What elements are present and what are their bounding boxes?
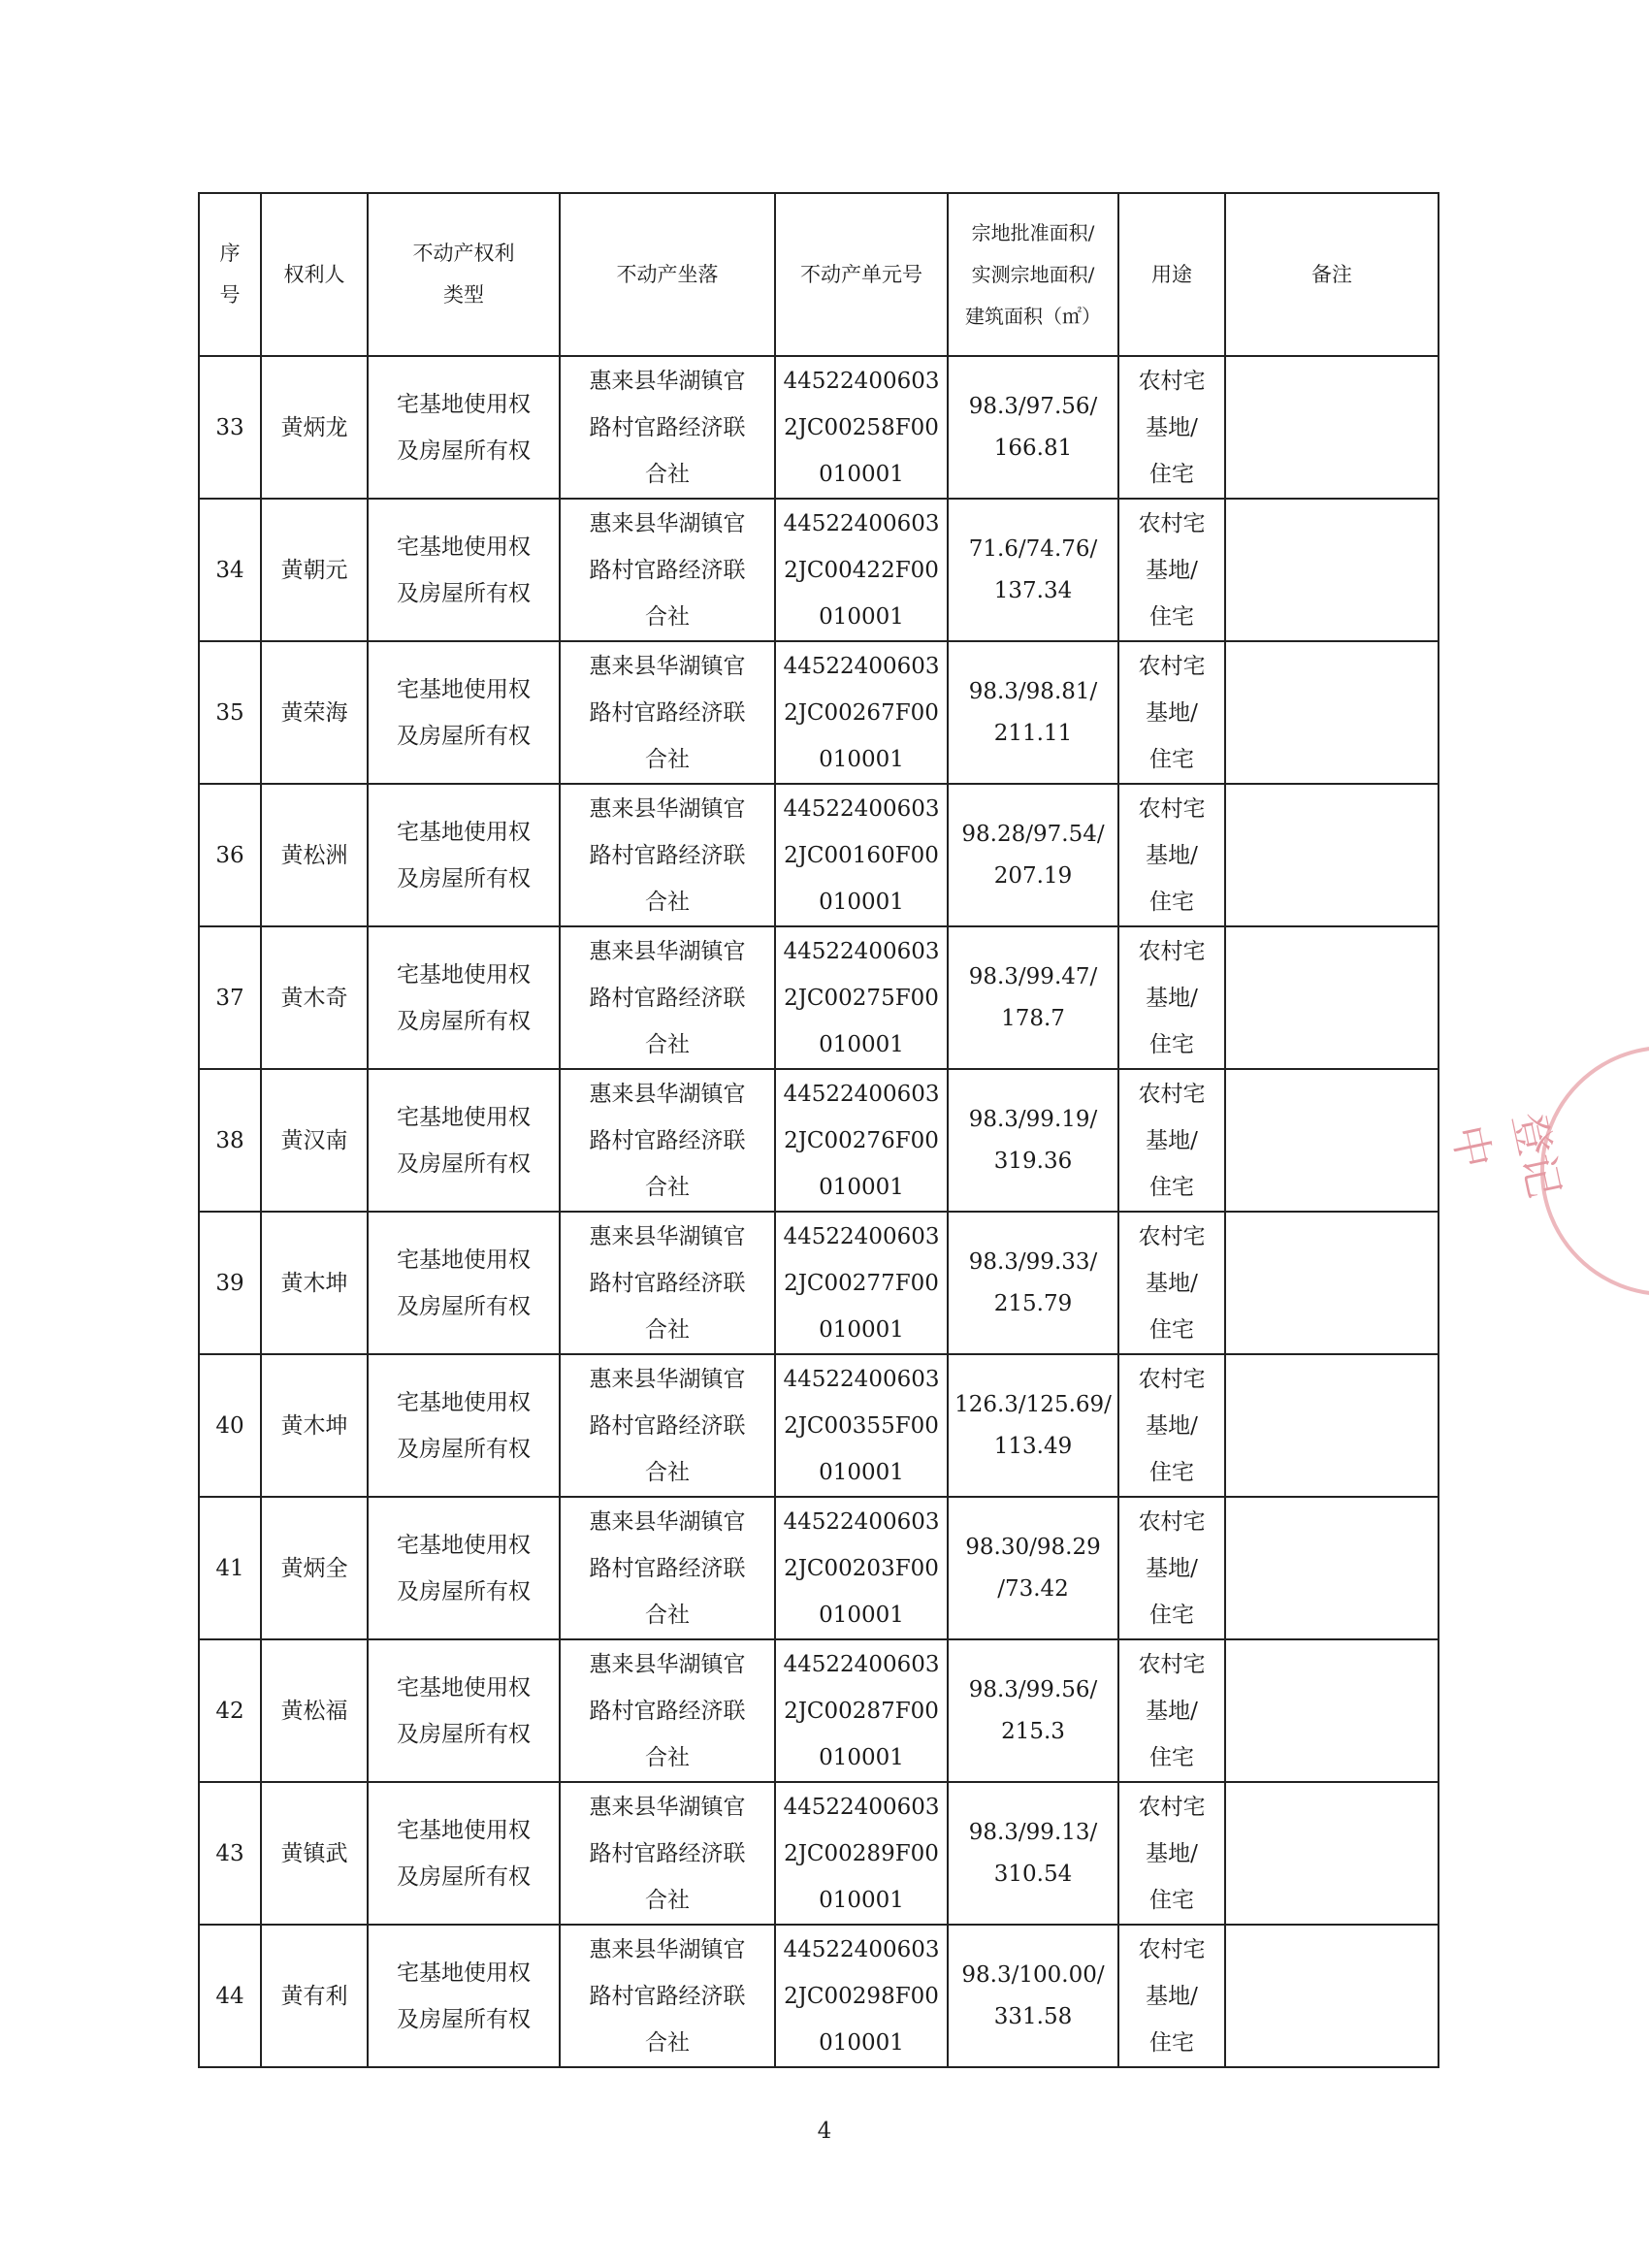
cell-location-line: 惠来县华湖镇官 <box>589 1794 746 1820</box>
cell-usage-line: 农村宅 <box>1138 1223 1206 1249</box>
cell-usage-line: 住宅 <box>1149 603 1194 630</box>
cell-remark <box>1225 499 1439 641</box>
cell-unit-no <box>775 1069 948 1212</box>
table-body <box>199 356 1439 2067</box>
cell-area-line: 126.3/125.69/ <box>954 1391 1112 1417</box>
cell-seq: 42 <box>199 1639 261 1782</box>
cell-remark <box>1225 1212 1439 1354</box>
cell-area-line: 215.79 <box>993 1290 1073 1316</box>
header-location: 不动产坐落 <box>560 193 775 356</box>
cell-unit-no-line: 44522400603 <box>783 938 940 964</box>
cell-location-line: 合社 <box>645 1602 690 1628</box>
cell-usage-line: 农村宅 <box>1138 1651 1206 1677</box>
cell-location-line: 惠来县华湖镇官 <box>589 1651 746 1677</box>
cell-right-type <box>368 1497 560 1639</box>
cell-area-line: 310.54 <box>993 1861 1073 1887</box>
cell-location-line: 合社 <box>645 461 690 487</box>
cell-usage-line: 住宅 <box>1149 461 1194 487</box>
cell-right-type-line: 及房屋所有权 <box>397 580 531 606</box>
cell-usage <box>1118 641 1225 784</box>
cell-location-line: 路村官路经济联 <box>589 1840 746 1866</box>
header-seq-line: 序 <box>219 242 241 265</box>
cell-location <box>560 499 775 641</box>
cell-holder: 黄荣海 <box>261 641 368 784</box>
cell-right-type-line: 及房屋所有权 <box>397 2006 531 2032</box>
cell-unit-no <box>775 356 948 499</box>
cell-unit-no-line: 2JC00277F00 <box>784 1270 939 1296</box>
cell-right-type-line: 宅基地使用权 <box>397 1389 531 1415</box>
cell-area-line: 207.19 <box>993 862 1073 889</box>
cell-right-type-line: 及房屋所有权 <box>397 1150 531 1177</box>
cell-unit-no <box>775 641 948 784</box>
cell-unit-no <box>775 1497 948 1639</box>
cell-unit-no-line: 010001 <box>819 1887 904 1913</box>
cell-seq: 35 <box>199 641 261 784</box>
page-number: 4 <box>817 2119 832 2144</box>
cell-right-type <box>368 784 560 926</box>
cell-location-line: 合社 <box>645 2029 690 2056</box>
cell-area-line: 137.34 <box>993 577 1073 603</box>
cell-unit-no <box>775 1782 948 1925</box>
cell-area-line: 98.28/97.54/ <box>961 821 1105 847</box>
cell-location-line: 惠来县华湖镇官 <box>589 1223 746 1249</box>
cell-right-type-line: 宅基地使用权 <box>397 961 531 988</box>
cell-seq: 34 <box>199 499 261 641</box>
cell-right-type-line: 宅基地使用权 <box>397 1674 531 1701</box>
cell-right-type-line: 宅基地使用权 <box>397 1247 531 1273</box>
cell-usage <box>1118 1925 1225 2067</box>
cell-remark <box>1225 1354 1439 1497</box>
cell-usage-line: 农村宅 <box>1138 653 1206 679</box>
cell-right-type-line: 及房屋所有权 <box>397 1863 531 1890</box>
cell-unit-no-line: 44522400603 <box>783 510 940 536</box>
cell-holder: 黄木奇 <box>261 926 368 1069</box>
cell-unit-no-line: 2JC00289F00 <box>784 1840 939 1866</box>
cell-usage-line: 住宅 <box>1149 1316 1194 1343</box>
cell-unit-no-line: 010001 <box>819 1459 904 1485</box>
cell-location <box>560 1925 775 2067</box>
cell-right-type-line: 宅基地使用权 <box>397 1960 531 1986</box>
cell-unit-no-line: 2JC00203F00 <box>784 1555 939 1581</box>
cell-right-type <box>368 1639 560 1782</box>
cell-unit-no <box>775 784 948 926</box>
table-row <box>199 1639 1439 1782</box>
cell-area <box>948 1925 1118 2067</box>
cell-usage <box>1118 356 1225 499</box>
cell-area-line: 98.30/98.29 <box>965 1534 1101 1560</box>
cell-unit-no-line: 010001 <box>819 1602 904 1628</box>
cell-seq: 38 <box>199 1069 261 1212</box>
cell-location-line: 路村官路经济联 <box>589 699 746 726</box>
header-row <box>199 193 1439 356</box>
cell-unit-no-line: 2JC00287F00 <box>784 1698 939 1724</box>
cell-usage-line: 基地/ <box>1146 1698 1198 1724</box>
cell-location-line: 合社 <box>645 746 690 772</box>
cell-usage-line: 住宅 <box>1149 1602 1194 1628</box>
cell-location <box>560 1782 775 1925</box>
cell-holder: 黄汉南 <box>261 1069 368 1212</box>
cell-holder: 黄朝元 <box>261 499 368 641</box>
cell-location-line: 路村官路经济联 <box>589 1127 746 1153</box>
cell-usage-line: 基地/ <box>1146 1983 1198 2009</box>
cell-location <box>560 1212 775 1354</box>
cell-location-line: 路村官路经济联 <box>589 1983 746 2009</box>
cell-holder: 黄木坤 <box>261 1212 368 1354</box>
cell-area-line: 98.3/99.19/ <box>968 1106 1098 1132</box>
cell-unit-no-line: 010001 <box>819 603 904 630</box>
cell-unit-no-line: 44522400603 <box>783 1936 940 1962</box>
cell-usage-line: 农村宅 <box>1138 1936 1206 1962</box>
cell-usage <box>1118 499 1225 641</box>
cell-holder: 黄镇武 <box>261 1782 368 1925</box>
cell-area-line: 98.3/99.56/ <box>968 1676 1098 1702</box>
cell-location-line: 合社 <box>645 1459 690 1485</box>
table-row <box>199 499 1439 641</box>
cell-unit-no-line: 2JC00258F00 <box>784 414 939 440</box>
cell-area-line: 113.49 <box>993 1433 1073 1459</box>
cell-location <box>560 356 775 499</box>
cell-usage-line: 农村宅 <box>1138 510 1206 536</box>
cell-usage <box>1118 1354 1225 1497</box>
cell-usage <box>1118 1497 1225 1639</box>
cell-seq: 44 <box>199 1925 261 2067</box>
cell-location-line: 合社 <box>645 1316 690 1343</box>
cell-right-type <box>368 641 560 784</box>
cell-location-line: 惠来县华湖镇官 <box>589 1366 746 1392</box>
cell-location-line: 合社 <box>645 1744 690 1770</box>
cell-location <box>560 1069 775 1212</box>
cell-unit-no-line: 2JC00267F00 <box>784 699 939 726</box>
table-row <box>199 356 1439 499</box>
cell-right-type-line: 宅基地使用权 <box>397 676 531 702</box>
cell-unit-no-line: 44522400603 <box>783 1508 940 1535</box>
header-area-line: 宗地批准面积/ <box>971 220 1095 244</box>
cell-area-line: 166.81 <box>993 435 1073 461</box>
cell-location <box>560 641 775 784</box>
cell-area <box>948 1782 1118 1925</box>
cell-usage <box>1118 784 1225 926</box>
cell-right-type <box>368 1925 560 2067</box>
cell-usage-line: 住宅 <box>1149 1744 1194 1770</box>
cell-seq: 37 <box>199 926 261 1069</box>
cell-unit-no-line: 2JC00298F00 <box>784 1983 939 2009</box>
cell-usage-line: 住宅 <box>1149 746 1194 772</box>
cell-seq: 36 <box>199 784 261 926</box>
cell-unit-no <box>775 1354 948 1497</box>
table-row <box>199 926 1439 1069</box>
cell-area-line: 215.3 <box>1001 1718 1065 1744</box>
cell-right-type <box>368 356 560 499</box>
cell-area-line: 178.7 <box>1001 1005 1065 1031</box>
cell-area <box>948 1069 1118 1212</box>
cell-area <box>948 1354 1118 1497</box>
cell-area-line: 98.3/99.47/ <box>968 963 1098 989</box>
cell-location-line: 路村官路经济联 <box>589 842 746 868</box>
cell-unit-no-line: 44522400603 <box>783 1366 940 1392</box>
header-area-line: 实测宗地面积/ <box>971 262 1095 286</box>
cell-seq: 33 <box>199 356 261 499</box>
cell-usage-line: 基地/ <box>1146 1555 1198 1581</box>
cell-unit-no <box>775 499 948 641</box>
cell-usage-line: 基地/ <box>1146 842 1198 868</box>
cell-location-line: 合社 <box>645 1174 690 1200</box>
cell-location-line: 路村官路经济联 <box>589 557 746 583</box>
cell-location-line: 路村官路经济联 <box>589 985 746 1011</box>
cell-remark <box>1225 926 1439 1069</box>
cell-usage <box>1118 1212 1225 1354</box>
cell-unit-no-line: 2JC00275F00 <box>784 985 939 1011</box>
cell-remark <box>1225 1925 1439 2067</box>
cell-usage-line: 农村宅 <box>1138 1794 1206 1820</box>
cell-right-type-line: 及房屋所有权 <box>397 1293 531 1319</box>
cell-usage-line: 农村宅 <box>1138 795 1206 822</box>
header-usage: 用途 <box>1118 193 1225 356</box>
cell-usage-line: 农村宅 <box>1138 1508 1206 1535</box>
cell-area-line: 211.11 <box>993 720 1073 746</box>
cell-remark <box>1225 1639 1439 1782</box>
cell-usage-line: 农村宅 <box>1138 1081 1206 1107</box>
cell-usage <box>1118 1069 1225 1212</box>
cell-unit-no <box>775 1925 948 2067</box>
cell-usage-line: 农村宅 <box>1138 938 1206 964</box>
cell-holder: 黄炳龙 <box>261 356 368 499</box>
cell-right-type-line: 宅基地使用权 <box>397 819 531 845</box>
cell-unit-no-line: 010001 <box>819 746 904 772</box>
cell-area <box>948 1212 1118 1354</box>
cell-usage-line: 住宅 <box>1149 2029 1194 2056</box>
cell-location-line: 路村官路经济联 <box>589 1698 746 1724</box>
cell-location-line: 惠来县华湖镇官 <box>589 795 746 822</box>
cell-usage <box>1118 1782 1225 1925</box>
cell-unit-no-line: 44522400603 <box>783 1081 940 1107</box>
cell-area-line: 98.3/99.33/ <box>968 1248 1098 1275</box>
cell-unit-no-line: 44522400603 <box>783 1794 940 1820</box>
cell-usage-line: 住宅 <box>1149 1887 1194 1913</box>
cell-unit-no-line: 2JC00276F00 <box>784 1127 939 1153</box>
cell-unit-no-line: 010001 <box>819 1174 904 1200</box>
cell-right-type <box>368 499 560 641</box>
cell-right-type <box>368 1069 560 1212</box>
header-remark: 备注 <box>1225 193 1439 356</box>
cell-remark <box>1225 1782 1439 1925</box>
cell-unit-no-line: 44522400603 <box>783 653 940 679</box>
cell-area-line: /73.42 <box>997 1575 1069 1602</box>
cell-right-type-line: 宅基地使用权 <box>397 1104 531 1130</box>
cell-remark <box>1225 1069 1439 1212</box>
cell-location-line: 合社 <box>645 889 690 915</box>
cell-area <box>948 356 1118 499</box>
official-seal-text: 登记中 <box>1441 1108 1569 1202</box>
header-right-type-line: 类型 <box>443 283 484 307</box>
cell-usage-line: 基地/ <box>1146 699 1198 726</box>
cell-right-type <box>368 1212 560 1354</box>
cell-remark <box>1225 356 1439 499</box>
cell-unit-no-line: 010001 <box>819 2029 904 2056</box>
cell-location <box>560 784 775 926</box>
cell-usage-line: 基地/ <box>1146 1412 1198 1439</box>
cell-right-type-line: 宅基地使用权 <box>397 1817 531 1843</box>
cell-location-line: 路村官路经济联 <box>589 414 746 440</box>
cell-right-type-line: 及房屋所有权 <box>397 1008 531 1034</box>
cell-unit-no-line: 44522400603 <box>783 368 940 394</box>
cell-unit-no <box>775 1212 948 1354</box>
cell-location <box>560 1639 775 1782</box>
cell-unit-no-line: 010001 <box>819 889 904 915</box>
cell-unit-no-line: 44522400603 <box>783 1651 940 1677</box>
cell-location <box>560 926 775 1069</box>
cell-right-type-line: 及房屋所有权 <box>397 1436 531 1462</box>
cell-holder: 黄松福 <box>261 1639 368 1782</box>
table-row <box>199 1497 1439 1639</box>
cell-unit-no-line: 2JC00160F00 <box>784 842 939 868</box>
cell-right-type-line: 宅基地使用权 <box>397 534 531 560</box>
cell-remark <box>1225 641 1439 784</box>
cell-remark <box>1225 1497 1439 1639</box>
cell-location-line: 惠来县华湖镇官 <box>589 653 746 679</box>
cell-right-type-line: 宅基地使用权 <box>397 1532 531 1558</box>
cell-remark <box>1225 784 1439 926</box>
header-area <box>948 193 1118 356</box>
header-unit-no: 不动产单元号 <box>775 193 948 356</box>
cell-area-line: 71.6/74.76/ <box>968 535 1098 562</box>
cell-unit-no-line: 010001 <box>819 1031 904 1057</box>
header-right-type-line: 不动产权利 <box>412 242 515 265</box>
cell-area-line: 98.3/100.00/ <box>961 1961 1105 1988</box>
cell-right-type-line: 及房屋所有权 <box>397 437 531 464</box>
cell-location-line: 惠来县华湖镇官 <box>589 368 746 394</box>
header-holder: 权利人 <box>261 193 368 356</box>
cell-seq: 39 <box>199 1212 261 1354</box>
cell-right-type-line: 及房屋所有权 <box>397 723 531 749</box>
cell-usage-line: 基地/ <box>1146 1270 1198 1296</box>
cell-area-line: 98.3/97.56/ <box>968 393 1098 419</box>
cell-unit-no-line: 010001 <box>819 461 904 487</box>
cell-holder: 黄有利 <box>261 1925 368 2067</box>
cell-seq: 40 <box>199 1354 261 1497</box>
cell-usage-line: 基地/ <box>1146 1840 1198 1866</box>
cell-location-line: 惠来县华湖镇官 <box>589 1508 746 1535</box>
cell-usage-line: 住宅 <box>1149 1031 1194 1057</box>
cell-location-line: 合社 <box>645 1887 690 1913</box>
cell-area-line: 319.36 <box>993 1148 1073 1174</box>
cell-seq: 43 <box>199 1782 261 1925</box>
cell-location <box>560 1354 775 1497</box>
cell-unit-no-line: 010001 <box>819 1316 904 1343</box>
cell-location-line: 惠来县华湖镇官 <box>589 938 746 964</box>
cell-area <box>948 926 1118 1069</box>
table-row <box>199 1212 1439 1354</box>
cell-usage-line: 住宅 <box>1149 1174 1194 1200</box>
header-area-line: 建筑面积（㎡） <box>965 304 1101 328</box>
cell-holder: 黄松洲 <box>261 784 368 926</box>
cell-unit-no-line: 44522400603 <box>783 1223 940 1249</box>
cell-area <box>948 499 1118 641</box>
cell-location-line: 路村官路经济联 <box>589 1412 746 1439</box>
header-seq-line: 号 <box>219 283 241 307</box>
cell-right-type-line: 及房屋所有权 <box>397 865 531 891</box>
cell-holder: 黄炳全 <box>261 1497 368 1639</box>
cell-area <box>948 784 1118 926</box>
cell-location-line: 合社 <box>645 1031 690 1057</box>
cell-location-line: 惠来县华湖镇官 <box>589 510 746 536</box>
cell-usage-line: 基地/ <box>1146 1127 1198 1153</box>
cell-usage <box>1118 926 1225 1069</box>
cell-location-line: 合社 <box>645 603 690 630</box>
cell-right-type <box>368 926 560 1069</box>
table-row <box>199 784 1439 926</box>
cell-right-type <box>368 1782 560 1925</box>
cell-holder: 黄木坤 <box>261 1354 368 1497</box>
cell-usage-line: 农村宅 <box>1138 1366 1206 1392</box>
table-row <box>199 1354 1439 1497</box>
cell-unit-no <box>775 926 948 1069</box>
property-register-table <box>198 192 1439 2068</box>
cell-usage <box>1118 1639 1225 1782</box>
cell-usage-line: 住宅 <box>1149 889 1194 915</box>
cell-usage-line: 住宅 <box>1149 1459 1194 1485</box>
cell-right-type-line: 及房屋所有权 <box>397 1578 531 1604</box>
cell-area <box>948 641 1118 784</box>
table-row <box>199 1782 1439 1925</box>
cell-unit-no-line: 2JC00355F00 <box>784 1412 939 1439</box>
cell-area-line: 98.3/98.81/ <box>968 678 1098 704</box>
cell-area-line: 331.58 <box>993 2003 1073 2029</box>
cell-location-line: 惠来县华湖镇官 <box>589 1081 746 1107</box>
cell-right-type-line: 及房屋所有权 <box>397 1721 531 1747</box>
cell-usage-line: 基地/ <box>1146 557 1198 583</box>
table-row <box>199 1069 1439 1212</box>
cell-location-line: 路村官路经济联 <box>589 1555 746 1581</box>
cell-right-type-line: 宅基地使用权 <box>397 391 531 417</box>
cell-unit-no-line: 010001 <box>819 1744 904 1770</box>
cell-location-line: 路村官路经济联 <box>589 1270 746 1296</box>
table-header <box>199 193 1439 356</box>
cell-seq: 41 <box>199 1497 261 1639</box>
cell-area <box>948 1497 1118 1639</box>
table-row <box>199 1925 1439 2067</box>
cell-area-line: 98.3/99.13/ <box>968 1819 1098 1845</box>
cell-unit-no-line: 44522400603 <box>783 795 940 822</box>
cell-location <box>560 1497 775 1639</box>
cell-right-type <box>368 1354 560 1497</box>
cell-area <box>948 1639 1118 1782</box>
cell-unit-no <box>775 1639 948 1782</box>
cell-location-line: 惠来县华湖镇官 <box>589 1936 746 1962</box>
header-seq <box>199 193 261 356</box>
table-row <box>199 641 1439 784</box>
cell-usage-line: 基地/ <box>1146 985 1198 1011</box>
header-right-type <box>368 193 560 356</box>
cell-usage-line: 基地/ <box>1146 414 1198 440</box>
cell-usage-line: 农村宅 <box>1138 368 1206 394</box>
cell-unit-no-line: 2JC00422F00 <box>784 557 939 583</box>
